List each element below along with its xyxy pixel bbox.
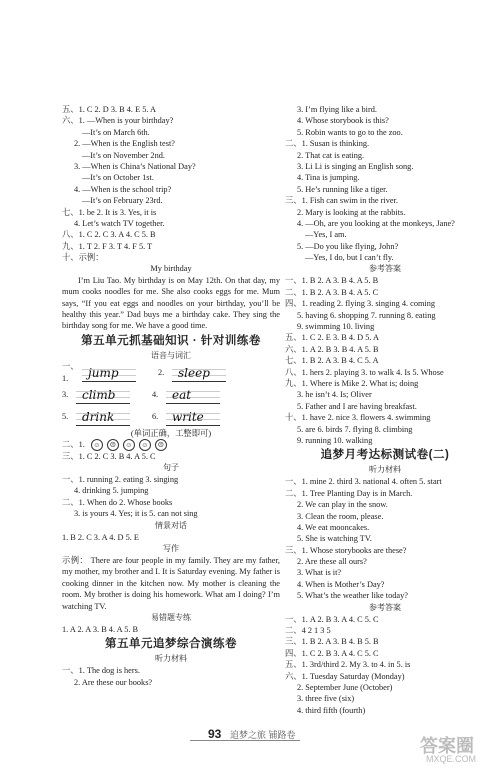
right-b-line: 八、1. hers 2. playing 3. to walk 4. Is 5. Whose [285,367,444,377]
right-b-line: 四、1. reading 2. flying 3. singing 4. coming [285,299,436,309]
handwritten-word: sleep [178,366,210,381]
sentence-subtitle: 句子 [163,463,179,473]
right-d-line: 4. third fifth (fourth) [297,705,366,715]
handwritten-word: jump [88,366,119,381]
left-b-line: 4. drinking 5. jumping [74,486,149,496]
family-essay-lead: 示例： [62,556,89,566]
right-d-line: 三、1. B 2. A 3. B 4. B 5. B [285,637,379,647]
right-a-line: 3. Li Li is singing an English song. [297,161,414,171]
left-c-line: 2. Are these our books? [74,677,153,687]
right-c-line: 2. We can play in the snow. [297,500,388,510]
correct-note: (单词正确，工整即可) [130,428,212,438]
left-a-line: —It’s on October 1st. [82,173,154,183]
watermark-url: MXQE.COM [426,754,477,764]
smiley-face-icon: ☺ [139,439,151,450]
left-a-line: 3. —When is China’s National Day? [74,161,196,171]
right-a-line: 三、1. Fish can swim in the river. [285,196,398,206]
right-c-line: 2. Are these all ours? [297,557,367,567]
left-a-line: —It’s on February 23rd. [82,196,163,206]
right-a-line: 4. Whose storybook is this? [297,116,389,126]
left-b-line: 3. is yours 4. Yes; it is 5. can not sing [74,509,198,519]
right-d-line: 五、1. 3rd/third 2. My 3. to 4. in 5. is [285,660,411,670]
handwritten-word: write [172,410,204,425]
right-d-line: 二、4 2 1 3 5 [285,626,331,636]
birthday-essay: I’m Liu Tao. My birthday is on May 12th. On that day, my mum cooks noodles for me. She also cooks eggs for me. Mum says, “If you eat eggs and noodles on your birthday, you’ll be healthy this year.” Dad buys me a birthday cake. They sing the birthday song for me. We have a good time. [62,275,280,331]
left-b-line: 二、1. When do 2. Whose books [62,497,173,507]
watermark-logo: 答案圈 [420,736,474,756]
left-a-line: 七、1. be 2. It is 3. Yes, it is [62,207,157,217]
right-a-line: 二、1. Susan is thinking. [285,139,370,149]
right-a-line: 4. Tina is jumping. [297,173,360,183]
left-answers-block-a [62,104,280,275]
right-b-line: 十、1. have 2. nice 3. flowers 4. swimming [285,413,431,423]
left-a-line: 4. —When is the school trip? [74,184,172,194]
handwriting-box [76,408,130,426]
right-b-line: 六、1. A 2. B 3. B 4. A 5. B [285,344,379,354]
family-essay [62,555,280,612]
left-a-line: 九、1. T 2. F 3. T 4. F 5. T [62,241,153,251]
unit5-basic-title: 第五单元抓基础知识 · 针对训练卷 [81,334,261,347]
handwriting-box [172,364,226,382]
handwriting-box [166,386,220,404]
right-c-line: 5. What’s the weather like today? [297,591,408,601]
right-b-line: 九、1. Where is Mike 2. What is; doing [285,378,419,388]
right-b-line: 五、1. C 2. E 3. B 4. D 5. A [285,333,380,343]
left-a-line: 十、示例： [62,253,104,263]
handwriting-row [62,406,280,428]
right-b-line: 5. Father and I are having breakfast. [297,401,417,411]
handwritten-word: climb [82,388,116,403]
right-d-line: 一、1. A 2. B 3. A 4. C 5. C [285,614,379,624]
right-b-line: 二、1. B 2. A 3. B 4. A 5. C [285,287,379,297]
right-d-line: 3. three five (six) [297,694,355,704]
handwriting-row [62,362,280,384]
right-c-line: 一、1. mine 2. third 3. national 4. often 5. start [285,477,442,487]
handwriting-number: 一、1. [62,362,79,383]
left-a-line: —It’s on March 6th. [82,127,150,137]
listening-subtitle-2: 听力材料 [369,465,401,475]
monthly-test-title: 追梦月考达标测试卷(二) [320,449,450,462]
right-b-line: 七、1. B 2. A 3. B 4. C 5. A [285,356,379,366]
family-essay-body: There are four people in my family. They are my father, my mother, my brother and I. It is Saturday evening. My father is cooking dinner in the kitchen now. My mother is cleaning the room. My brother is doing his homework. What am I doing? I’m watching TV. [62,556,280,611]
right-c-line: 二、1. Tree Planting Day is in March. [285,488,413,498]
handwritten-word: eat [172,388,192,403]
handwriting-number: 6. [152,412,159,422]
right-c-line: 3. Clean the room, please. [297,511,384,521]
handwriting-number: 3. [62,390,69,400]
right-b-line: 5. having 6. shopping 7. running 8. eating [297,310,436,320]
right-a-line: —Yes, I do, but I can’t fly. [305,253,394,263]
brand-logo: 追梦之旅 铺路卷 [230,730,296,740]
handwriting-number: 4. [152,390,159,400]
left-a-line: My birthday [150,264,192,274]
right-b-line: 9. running 10. walking [297,435,373,445]
smiley-face-icon: ☺ [123,439,135,450]
left-a-line: 八、1. C 2. C 3. A 4. C 5. B [62,230,156,240]
left-a-line: 五、1. C 2. D 3. B 4. E 5. A [62,105,157,114]
left-a-line: 4. Let’s watch TV together. [74,218,165,228]
right-b-line: 3. he isn’t 4. Is; Oliver [297,390,372,400]
faces-label: 二、1. [62,440,85,450]
left-column [62,104,280,688]
faces-row [62,439,280,450]
sad-face-icon: ☹ [155,439,167,450]
error-answers: 1. A 2. A 3. B 4. A 5. B [62,625,139,635]
page-number: 93 [208,727,222,741]
right-a-line: 5. —Do you like flying, John? [297,241,399,251]
right-answers-block [285,275,485,446]
left-c-line: 一、1. The dog is hers. [62,666,140,676]
handwriting-box [76,386,130,404]
right-a-line: —Yes, I am. [305,230,347,240]
right-c-line: 4. We eat mooncakes. [297,522,370,532]
answer-subtitle-1: 参考答案 [369,264,401,274]
right-d-line: 2. September June (October) [297,682,393,692]
right-b-line: 9. swimming 10. living [297,322,375,332]
right-a-line: 2. That cat is eating. [297,150,365,160]
listening-subtitle: 听力材料 [155,654,187,664]
answer-line-san: 三、1. C 2. C 3. B 4. A 5. C [62,451,156,461]
handwriting-number: 2. [158,368,165,378]
right-b-line: 一、1. B 2. A 3. B 4. A 5. B [285,276,379,286]
handwriting-box [166,408,220,426]
dialog-answers: 1. B 2. C 3. A 4. D 5. E [62,532,139,542]
left-a-line: 六、1. —When is your birthday? [62,116,174,126]
answer-subtitle-2: 参考答案 [369,602,401,612]
right-a-line: 5. He’s running like a tiger. [297,184,388,194]
right-b-line: 5. are 6. birds 7. flying 8. climbing [297,424,413,434]
faces-list [91,439,167,450]
writing-subtitle: 写作 [163,544,179,554]
right-c-line: 5. She is watching TV. [297,534,372,544]
right-a-line: 2. Mary is looking at the rabbits. [297,207,406,217]
handwriting-grid [62,362,280,428]
right-c-line: 4. When is Mother’s Day? [297,579,385,589]
right-a-line: 4. —Oh, are you looking at the monkeys, Jane? [297,218,455,228]
error-subtitle: 易错题专练 [151,613,191,623]
right-listening-block-2 [285,476,485,601]
left-answers-block-b [62,474,280,520]
dialog-subtitle: 情景对话 [155,520,187,530]
smiley-face-icon: ☺ [91,439,103,450]
handwriting-row [62,384,280,406]
right-column [285,104,485,716]
right-listening-block [285,104,485,263]
left-answers-block-c [62,665,280,688]
right-c-line: 3. What is it? [297,568,342,578]
right-c-line: 三、1. Whose storybooks are these? [285,545,407,555]
left-a-line: 2. —When is the English test? [74,139,175,149]
unit5-comprehensive-title: 第五单元追梦综合演练卷 [105,638,237,651]
left-a-line: —It’s on November 2nd. [82,150,165,160]
right-d-line: 四、1. C 2. B 3. A 4. C 5. C [285,648,379,658]
left-b-line: 一、1. running 2. eating 3. singing [62,475,179,485]
right-d-line: 六、1. Tuesday Saturday (Monday) [285,671,405,681]
right-a-line: 3. I’m flying like a bird. [297,105,377,114]
vocab-subtitle: 语音与词汇 [151,350,191,360]
right-a-line: 5. Robin wants to go to the zoo. [297,127,403,137]
handwriting-box [82,364,136,382]
right-answers-block-2 [285,614,485,717]
handwriting-number: 5. [62,412,69,422]
handwritten-word: drink [82,410,115,425]
sad-face-icon: ☹ [107,439,119,450]
